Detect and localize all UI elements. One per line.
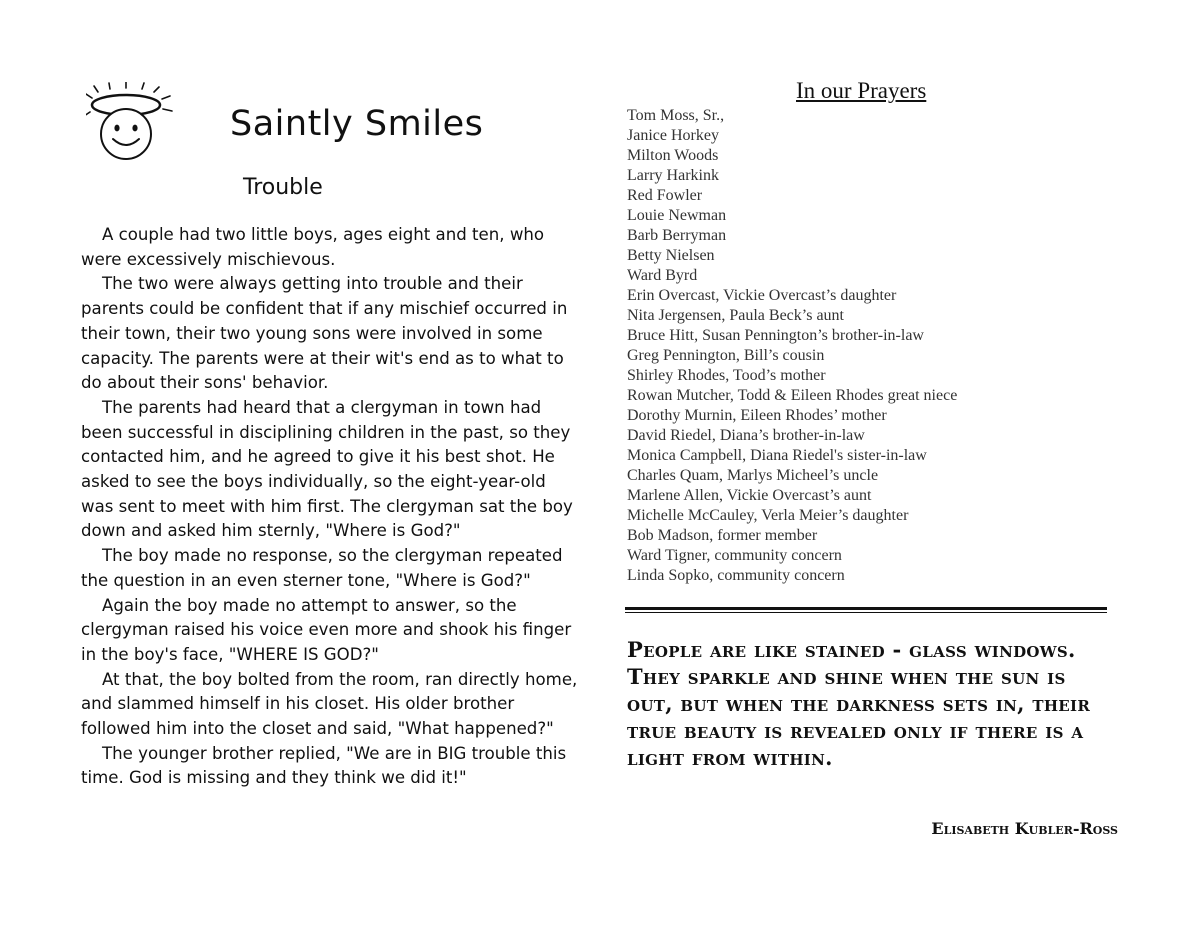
story-paragraph: The two were always getting into trouble and their parents could be confident that if any mischief occurred in their town, their two young sons were involved in some capacity. The parents were at their wit's end as to what to do about their sons' behavior. (81, 274, 568, 393)
story-title: Trouble (243, 175, 323, 200)
prayer-list-item: Greg Pennington, Bill’s cousin (627, 347, 825, 364)
page-title: Saintly Smiles (230, 104, 484, 144)
prayer-list-item: Monica Campbell, Diana Riedel's sister-in-law (627, 447, 927, 464)
divider (625, 607, 1107, 610)
prayer-list-item: Bob Madson, former member (627, 527, 818, 544)
prayer-list-item: Rowan Mutcher, Todd & Eileen Rhodes great niece (627, 387, 958, 404)
prayer-list-item: Betty Nielsen (627, 247, 715, 264)
story-paragraph: At that, the boy bolted from the room, ran directly home, and slammed himself in his closet. His older brother followed him into the closet and said, "What happened?" (81, 669, 578, 739)
prayer-list-item: Ward Byrd (627, 267, 698, 284)
angel-smiley-icon (86, 82, 182, 188)
prayer-list-item: Linda Sopko, community concern (627, 567, 845, 584)
prayer-list-item: Janice Horkey (627, 127, 719, 144)
prayer-list-item: Erin Overcast, Vickie Overcast’s daughter (627, 287, 897, 304)
quote-text: People are like stained - glass windows. They sparkle and shine when the sun is out, but when the darkness sets in, their true beauty is revealed only if there is a light from within. (627, 637, 1091, 770)
prayer-list-item: Charles Quam, Marlys Micheel’s uncle (627, 467, 879, 484)
prayer-list-item: Nita Jergensen, Paula Beck’s aunt (627, 307, 844, 324)
prayer-list-item: Red Fowler (627, 187, 703, 204)
prayer-list-item: Dorothy Murnin, Eileen Rhodes’ mother (627, 407, 887, 424)
prayer-list-item: Milton Woods (627, 147, 719, 164)
prayer-list-item: Marlene Allen, Vickie Overcast’s aunt (627, 487, 872, 504)
prayer-list-item: Louie Newman (627, 207, 727, 224)
story-paragraph: The younger brother replied, "We are in BIG trouble this time. God is missing and they think we did it!" (81, 743, 567, 788)
prayer-list-item: Bruce Hitt, Susan Pennington’s brother-in-law (627, 327, 924, 344)
prayer-list-item: Michelle McCauley, Verla Meier’s daughter (627, 507, 909, 524)
prayer-list-item: Ward Tigner, community concern (627, 547, 842, 564)
prayer-list-item: David Riedel, Diana’s brother-in-law (627, 427, 865, 444)
quote-author: Elisabeth Kubler-Ross (931, 819, 1118, 838)
story-paragraph: A couple had two little boys, ages eight and ten, who were excessively mischievous. (81, 225, 545, 269)
story-body (81, 223, 581, 791)
prayer-list-item: Tom Moss, Sr., (627, 107, 725, 124)
prayer-list (627, 106, 957, 586)
story-paragraph: The parents had heard that a clergyman in town had been successful in disciplining children in the past, so they contacted him, and he agreed to give it his best shot. He asked to see the boys individually, so the eight-year-old was sent to meet with him first. The clergyman sat the boy down and asked him sternly, "Where is God?" (81, 397, 573, 541)
story-paragraph: The boy made no response, so the clergyman repeated the question in an even sterner tone, "Where is God?" (81, 546, 563, 590)
prayers-heading: In our Prayers (796, 78, 927, 103)
prayer-list-item: Shirley Rhodes, Tood’s mother (627, 367, 826, 384)
divider (625, 612, 1107, 613)
prayer-list-item: Barb Berryman (627, 227, 727, 244)
story-paragraph: Again the boy made no attempt to answer, so the clergyman raised his voice even more and shook his finger in the boy's face, "WHERE IS GOD?" (81, 595, 572, 664)
prayer-list-item: Larry Harkink (627, 167, 719, 184)
